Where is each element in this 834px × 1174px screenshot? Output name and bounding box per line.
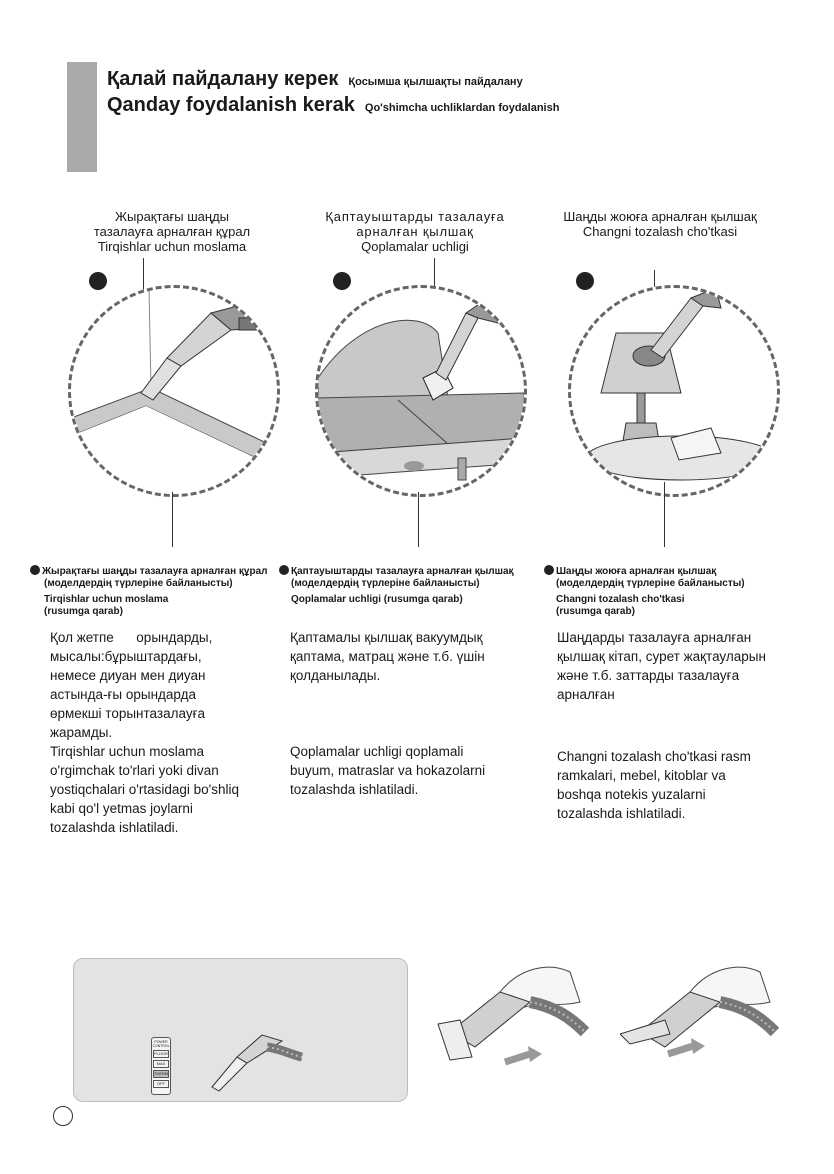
- control-label-floor: FLOOR: [154, 1051, 168, 1056]
- bullet-dot: [544, 565, 554, 575]
- desc-line: tozalashda ishlatiladi.: [557, 806, 686, 821]
- tool-3-leader-bottom: [664, 482, 665, 547]
- tool-2-label-kk-2: арналған қылшақ: [356, 224, 474, 239]
- tool-3-marker-dot: [576, 272, 594, 290]
- page-title-uz: Qanday foydalanish kerak: [107, 94, 355, 116]
- tool-3-label-kk-1: Шаңды жоюға арналған қылшақ: [563, 209, 757, 224]
- tool-3-caption: [544, 565, 745, 618]
- tool-1-label-kk-2: тазалауға арналған құрал: [93, 224, 251, 239]
- tool-2-desc-uz: [290, 742, 530, 799]
- tool-1-marker-dot: [89, 272, 107, 290]
- desc-line: buyum, matraslar va hokazolarni: [290, 763, 486, 778]
- desc-line: Қол жетпе орындарды,: [50, 630, 213, 645]
- tool-1-caption: [30, 565, 268, 618]
- tool-2-marker-dot: [333, 272, 351, 290]
- control-info-panel: [73, 958, 408, 1102]
- dusting-brush-illustration: [568, 285, 780, 497]
- desc-line: yostiqchalari o'rtasidagi bo'shliq: [50, 782, 240, 797]
- control-label-off: OFF: [153, 1080, 169, 1088]
- tool-2-leader-bottom: [418, 492, 419, 547]
- tool-2-label: [310, 209, 520, 254]
- crevice-tool-illustration: [68, 285, 280, 497]
- desc-line: мысалы:бұрыштардағы,: [50, 649, 202, 664]
- hand-attaching-tool-illustration-1: [430, 962, 590, 1077]
- tool-1-desc-kk: [50, 628, 270, 742]
- control-label-max: MAX: [153, 1060, 169, 1068]
- tool-3-label-uz: Changni tozalash cho'tkasi: [582, 224, 738, 239]
- tool-1-caption-kk-2: (моделдердің түрлеріне байланысты): [44, 578, 233, 589]
- tool-3-desc-kk: [557, 628, 797, 704]
- tool-1-label: [62, 209, 282, 254]
- desc-line: Қаптамалы қылшақ вакуумдық: [290, 630, 483, 645]
- desc-line: tozalashda ishlatiladi.: [290, 782, 419, 797]
- desc-line: өрмекші торынтазалауға: [50, 706, 205, 721]
- tool-1-caption-uz-1: Tirqishlar uchun moslama: [44, 594, 169, 605]
- section-tab-marker: [67, 62, 97, 172]
- tool-2-caption-kk-1: Қаптауыштарды тазалауға арналған қылшақ: [291, 566, 514, 577]
- tool-3-caption-uz-1: Changni tozalash cho'tkasi: [556, 594, 685, 605]
- desc-line: Qoplamalar uchligi qoplamali: [290, 744, 464, 759]
- tool-2-caption: [279, 565, 514, 606]
- desc-line: tozalashda ishlatiladi.: [50, 820, 179, 835]
- tool-2-label-kk-1: Қаптауыштарды тазалауға: [325, 209, 505, 224]
- desc-line: қаптама, матрац және т.б. үшін: [290, 649, 485, 664]
- bullet-dot: [279, 565, 289, 575]
- header-line-kk: [107, 68, 523, 93]
- tool-1-label-kk-1: Жырақтағы шаңды: [115, 209, 229, 224]
- page-subtitle-uz: Qo'shimcha uchliklardan foydalanish: [364, 102, 560, 114]
- power-control-switch: [151, 1037, 171, 1095]
- bullet-dot: [30, 565, 40, 575]
- header-line-uz: [107, 94, 559, 119]
- desc-line: kabi qo'l yetmas joylarni: [50, 801, 193, 816]
- tool-3-caption-kk-2: (моделдердің түрлеріне байланысты): [556, 578, 745, 589]
- tool-1-caption-kk-1: Жырақтағы шаңды тазалауға арналған құрал: [42, 566, 268, 577]
- tool-1-caption-uz-2: (rusumga qarab): [44, 606, 123, 617]
- upholstery-tool-illustration: [315, 285, 527, 497]
- desc-line: және т.б. заттарды тазалауға: [557, 668, 740, 683]
- tool-2-label-uz: Qoplamalar uchligi: [361, 239, 469, 254]
- desc-line: жарамды.: [50, 725, 113, 740]
- desc-line: астында-ғы орындарда: [50, 687, 197, 702]
- desc-line: қылшақ кітап, сурет жақтауларын: [557, 649, 766, 664]
- desc-line: арналған: [557, 687, 615, 702]
- control-label-therm: THERM: [154, 1071, 169, 1076]
- tool-1-desc-uz: [50, 742, 280, 837]
- desc-line: немесе диуан мен диуан: [50, 668, 206, 683]
- page-title-kk: Қалай пайдалану керек: [107, 68, 339, 90]
- hand-attaching-tool-illustration-2: [620, 962, 780, 1077]
- desc-line: o'rgimchak to'rlari yoki divan: [50, 763, 219, 778]
- desc-line: қолданылады.: [290, 668, 381, 683]
- tool-2-caption-kk-2: (моделдердің түрлеріне байланысты): [291, 578, 480, 589]
- desc-line: Tirqishlar uchun moslama: [50, 744, 205, 759]
- page-subtitle-kk: Қосымша қылшақты пайдалану: [348, 76, 523, 88]
- desc-line: Changni tozalash cho'tkasi rasm: [557, 749, 751, 764]
- tool-3-caption-uz-2: (rusumga qarab): [556, 606, 635, 617]
- tool-1-label-uz: Tirqishlar uchun moslama: [97, 239, 247, 254]
- tool-3-caption-kk-1: Шаңды жоюға арналған қылшақ: [556, 566, 717, 577]
- handle-with-hose-icon: [207, 1027, 307, 1093]
- tool-3-label: [540, 209, 780, 239]
- control-label-power: POWER CONTROL: [152, 1040, 170, 1048]
- tool-1-leader-bottom: [172, 492, 173, 547]
- tool-2-caption-uz-1: Qoplamalar uchligi (rusumga qarab): [291, 594, 463, 605]
- page-number-circle: [53, 1106, 73, 1126]
- desc-line: Шаңдарды тазалауға арналған: [557, 630, 752, 645]
- tool-2-desc-kk: [290, 628, 530, 685]
- desc-line: boshqa notekis yuzalarni: [557, 787, 706, 802]
- tool-3-desc-uz: [557, 747, 797, 823]
- desc-line: ramkalari, mebel, kitoblar va: [557, 768, 726, 783]
